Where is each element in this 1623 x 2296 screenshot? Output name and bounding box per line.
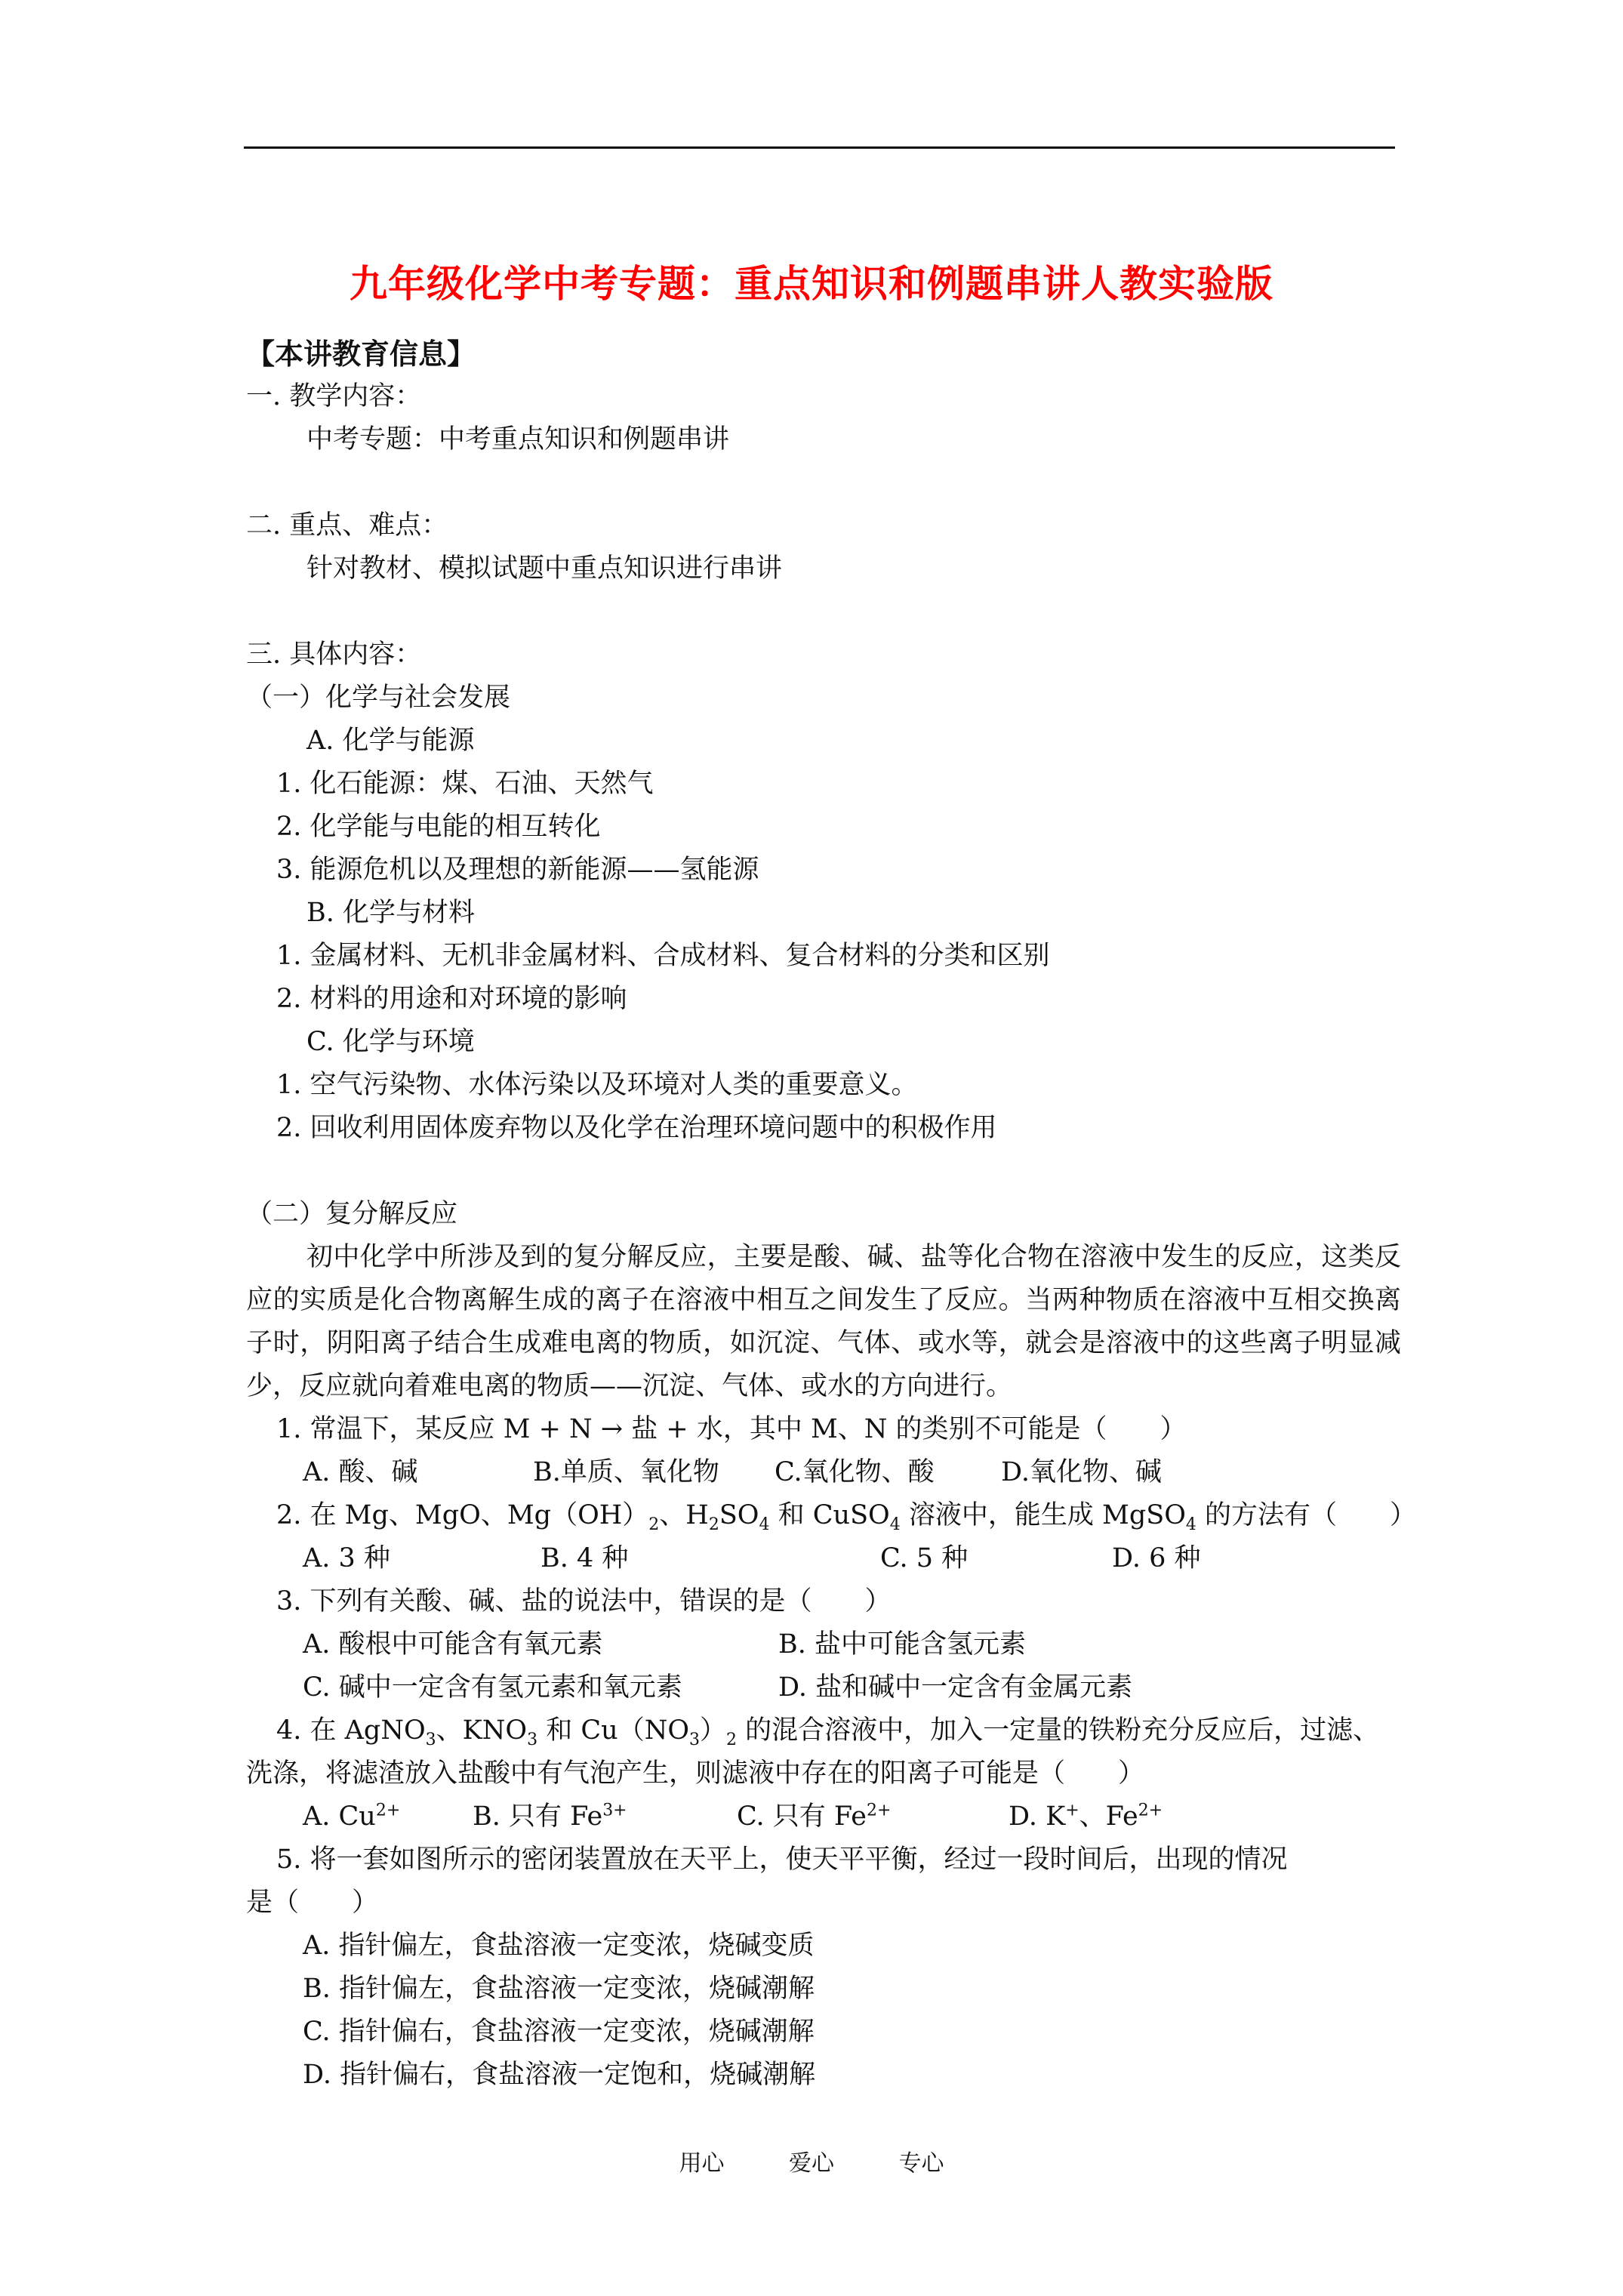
q1-option-a: A. 酸、碱 — [303, 1457, 418, 1487]
q1-options — [246, 1451, 1409, 1494]
q2-option-d: D. 6 种 — [1112, 1543, 1201, 1573]
group-a-item: 1. 化石能源：煤、石油、天然气 — [276, 769, 654, 799]
q3-options-row1 — [246, 1623, 1409, 1666]
q4-stem-line2: 洗涤，将滤渣放入盐酸中有气泡产生，则滤液中存在的阳离子可能是（ ） — [246, 1758, 1145, 1789]
page-footer — [0, 2144, 1623, 2177]
q1-stem: 1. 常温下，某反应 M + N → 盐 + 水，其中 M、N 的类别不可能是（ ） — [276, 1414, 1187, 1444]
group-c-label: C. 化学与环境 — [306, 1027, 475, 1057]
s2-body: 针对教材、模拟试题中重点知识进行串讲 — [306, 553, 783, 584]
q1-option-c: C.氧化物、酸 — [775, 1457, 935, 1487]
q1-option-b: B.单质、氧化物 — [533, 1457, 719, 1487]
q3-options-row2 — [246, 1666, 1409, 1709]
part1-heading: （一）化学与社会发展 — [246, 683, 511, 713]
document-body — [246, 332, 1417, 2097]
footer-word: 爱心 — [789, 2150, 834, 2177]
q1-option-d: D.氧化物、碱 — [1001, 1457, 1162, 1487]
q5-option-a: A. 指针偏左，食盐溶液一定变浓，烧碱变质 — [303, 1931, 815, 1961]
s1-body: 中考专题：中考重点知识和例题串讲 — [306, 424, 730, 455]
q5-stem-line1: 5. 将一套如图所示的密闭装置放在天平上，使天平平衡，经过一段时间后，出现的情况 — [276, 1845, 1288, 1875]
q2-stem: 2. 在 Mg、MgO、$Mg(OH)_2$、$H_2SO_4$ 和 CuSO$_4$ 溶液中，能生成 MgSO$_4$ 的方法有（ ） — [276, 1500, 1417, 1534]
s1-heading: 一. 教学内容： — [246, 381, 422, 411]
q4-options — [246, 1795, 1409, 1838]
q5-option-d: D. 指针偏右，食盐溶液一定饱和，烧碱潮解 — [303, 2060, 816, 2090]
footer-word: 专心 — [898, 2150, 944, 2177]
q4-option-c: C. 只有 $Fe^{2+}$ — [737, 1801, 892, 1832]
q3-option-d: D. 盐和碱中一定含有金属元素 — [778, 1672, 1133, 1703]
group-a-label: A. 化学与能源 — [306, 726, 475, 756]
group-b-item: 1. 金属材料、无机非金属材料、合成材料、复合材料的分类和区别 — [276, 941, 1050, 971]
group-a-item: 3. 能源危机以及理想的新能源——氢能源 — [276, 855, 759, 885]
q3-option-c: C. 碱中一定含有氢元素和氧元素 — [303, 1672, 682, 1703]
footer-word: 用心 — [679, 2150, 725, 2177]
q5-option-b: B. 指针偏左，食盐溶液一定变浓，烧碱潮解 — [303, 1974, 815, 2004]
group-a-item: 2. 化学能与电能的相互转化 — [276, 812, 601, 842]
header-rule — [244, 146, 1395, 149]
s3-heading: 三. 具体内容： — [246, 639, 422, 670]
q2-option-a: A. 3 种 — [303, 1543, 390, 1573]
q3-option-a: A. 酸根中可能含有氧元素 — [303, 1629, 603, 1660]
group-c-item: 1. 空气污染物、水体污染以及环境对人类的重要意义。 — [276, 1070, 918, 1100]
q4-option-d: D. K+、$Fe^{2+}$ — [1009, 1801, 1163, 1832]
group-b-label: B. 化学与材料 — [306, 898, 475, 928]
q2-options — [246, 1537, 1409, 1580]
section-header: 【本讲教育信息】 — [246, 337, 476, 371]
q5-stem-line2: 是（ ） — [246, 1888, 379, 1918]
page-title: 九年级化学中考专题：重点知识和例题串讲人教实验版 — [350, 261, 1273, 306]
q2-option-c: C. 5 种 — [880, 1543, 969, 1573]
q4-option-b: B. 只有 $Fe^{3+}$ — [473, 1801, 627, 1832]
part2-paragraph: 初中化学中所涉及到的复分解反应，主要是酸、碱、盐等化合物在溶液中发生的反应，这类反应的实质是化合物离解生成的离子在溶液中相互之间发生了反应。当两种物质在溶液中互相交换离子时，阴阳离子结合生成难电离的物质，如沉淀、气体、或水等，就会是溶液中的这些离子明显减少，反应就向着难电离的物质——沉淀、气体、或水的方向进行。 — [246, 1242, 1401, 1401]
part2-heading: （二）复分解反应 — [246, 1199, 458, 1229]
q4-stem-line1: 4. 在 AgNO$_3$、$KNO_3$ 和 $Cu(NO_3)_2$ 的混合溶液中，加入一定量的铁粉充分反应后，过滤、 — [276, 1715, 1380, 1749]
q4-option-a: A. $Cu^{2+}$ — [303, 1801, 401, 1832]
q3-option-b: B. 盐中可能含氢元素 — [778, 1629, 1026, 1660]
group-b-item: 2. 材料的用途和对环境的影响 — [276, 984, 627, 1014]
q2-option-b: B. 4 种 — [540, 1543, 629, 1573]
q3-stem: 3. 下列有关酸、碱、盐的说法中，错误的是（ ） — [276, 1586, 892, 1616]
s2-heading: 二. 重点、难点： — [246, 510, 448, 541]
group-c-item: 2. 回收利用固体废弃物以及化学在治理环境问题中的积极作用 — [276, 1113, 997, 1143]
q5-option-c: C. 指针偏右，食盐溶液一定变浓，烧碱潮解 — [303, 2017, 815, 2047]
